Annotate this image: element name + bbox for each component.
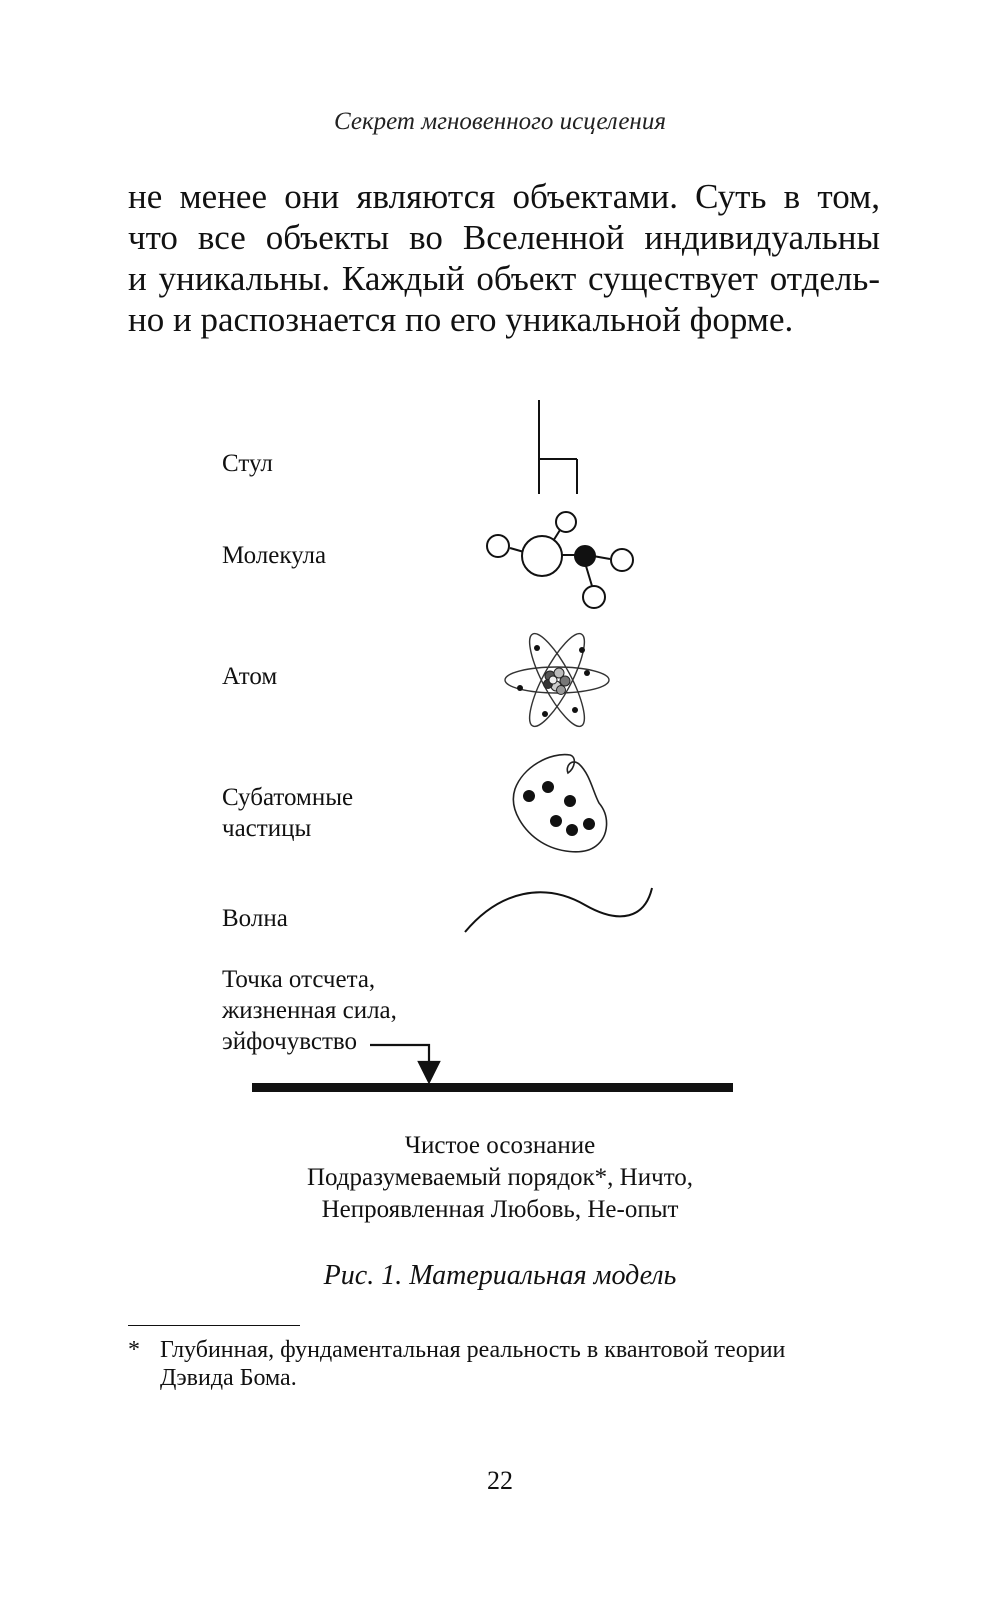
figure-caption: Рис. 1. Материальная модель <box>323 1260 677 1291</box>
label-wave: Волна <box>222 905 288 932</box>
wave-icon <box>465 888 652 932</box>
foundation-text <box>0 1130 1000 1226</box>
body-line: но и распознается по его уникальной форме. <box>128 300 794 339</box>
label-subatomic-line-1: Субатомные <box>222 784 354 811</box>
running-header: Секрет мгновенного исцеления <box>334 108 666 135</box>
footnote-divider <box>128 1325 300 1326</box>
label-chair: Стул <box>222 450 273 477</box>
label-molecule: Молекула <box>222 542 327 569</box>
atom-icon <box>505 628 609 733</box>
footnote <box>128 1336 888 1392</box>
body-line: и уникальны. Каждый объект существует отдель- <box>128 259 880 298</box>
label-atom: Атом <box>222 663 278 690</box>
pointer-arrow-icon <box>370 1045 439 1082</box>
body-line: что все объекты во Вселенной индивидуальны <box>128 218 880 257</box>
footnote-text-line-1: Глубинная, фундаментальная реальность в квантовой теории <box>160 1337 786 1363</box>
foundation-line-2: Подразумеваемый порядок*, Ничто, <box>306 1164 694 1191</box>
footnote-text-line-2: Дэвида Бома. <box>160 1365 297 1391</box>
foundation-line-3: Непроявленная Любовь, Не-опыт <box>321 1196 679 1223</box>
page-number: 22 <box>487 1466 513 1495</box>
foundation-line-1: Чистое осознание <box>404 1132 596 1159</box>
label-zero-line-2: жизненная сила, <box>222 997 397 1024</box>
label-zero-line-1: Точка отсчета, <box>222 966 376 993</box>
label-subatomic-line-2: частицы <box>222 815 312 842</box>
chair-icon <box>539 400 577 494</box>
body-line: не менее они являются объектами. Суть в том, <box>128 177 880 216</box>
foundation-bar <box>252 1083 733 1092</box>
molecule-icon <box>487 512 633 608</box>
footnote-mark: * <box>128 1337 140 1363</box>
subatomic-particles-icon <box>513 755 606 852</box>
label-zero-line-3: эйфочувство <box>222 1028 358 1055</box>
